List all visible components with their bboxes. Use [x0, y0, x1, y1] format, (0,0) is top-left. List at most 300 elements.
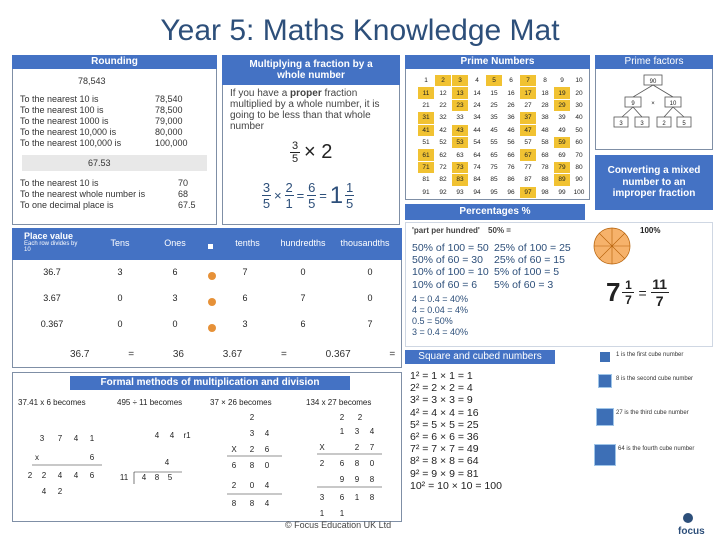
number-cell: 10	[571, 75, 588, 87]
number-cell: 55	[486, 136, 503, 148]
prime-factors-header: Prime factors	[595, 55, 713, 69]
number-cell: 100	[571, 186, 588, 198]
svg-text:9: 9	[339, 475, 345, 484]
svg-text:2: 2	[41, 471, 47, 480]
rounding-lines-2	[20, 178, 145, 211]
focus-logo	[676, 510, 716, 536]
pv-cell: 7	[367, 319, 373, 329]
percent-line: 25% of 60 = 15	[494, 254, 565, 267]
number-cell: 48	[537, 124, 554, 136]
number-cell: 95	[486, 186, 503, 198]
method-title: 134 x 27 becomes	[306, 398, 372, 407]
prime-cell: 83	[452, 174, 469, 186]
decimal-point-icon	[208, 298, 216, 306]
number-cell: 20	[571, 87, 588, 99]
pv-cell: 0	[367, 293, 373, 303]
cube-note: 1 is the first cube number	[616, 352, 684, 358]
square-line: 9² = 9 × 9 = 81	[410, 467, 479, 480]
pv-number: 36.7	[43, 267, 61, 277]
number-cell: 90	[571, 174, 588, 186]
square-line: 8² = 8 × 8 = 64	[410, 455, 479, 468]
number-cell: 86	[503, 174, 520, 186]
svg-text:X: X	[319, 443, 325, 452]
svg-text:6: 6	[89, 471, 95, 480]
decimal-point-icon	[208, 324, 216, 332]
number-cell: 74	[469, 161, 486, 173]
rounding-value: 67.5	[178, 200, 196, 210]
percent-line: 10% of 100 = 10	[412, 266, 489, 279]
number-cell: 21	[418, 99, 435, 111]
prime-cell: 97	[520, 186, 537, 198]
method-working	[12, 410, 402, 520]
tree-label: 3	[640, 121, 644, 127]
mixed-den: 7	[625, 293, 632, 307]
number-cell: 81	[418, 174, 435, 186]
fraction-rule-bold: proper	[290, 88, 322, 99]
rounding-line: To the nearest 10 is	[20, 178, 99, 188]
cube-note: 64 is the fourth cube number	[618, 446, 695, 452]
svg-text:4: 4	[41, 487, 47, 496]
prime-cell: 19	[554, 87, 571, 99]
prime-cell: 73	[452, 161, 469, 173]
place-value-label: Place value	[24, 231, 74, 241]
svg-text:2: 2	[249, 413, 255, 422]
number-cell: 75	[486, 161, 503, 173]
svg-text:2: 2	[319, 459, 325, 468]
svg-text:5: 5	[167, 473, 173, 482]
number-cell: 57	[520, 136, 537, 148]
primes-header: Prime Numbers	[405, 55, 590, 69]
number-cell: 64	[469, 149, 486, 161]
tree-label: 3	[619, 121, 623, 127]
tree-label: 9	[631, 101, 635, 107]
svg-text:6: 6	[339, 493, 345, 502]
pv-cell: 6	[172, 267, 178, 277]
number-cell: 39	[554, 112, 571, 124]
hundred-square	[417, 74, 588, 199]
number-cell: 9	[554, 75, 571, 87]
number-cell: 44	[469, 124, 486, 136]
cube-8-icon	[598, 374, 612, 388]
percent-lines-a	[412, 242, 489, 291]
number-cell: 72	[435, 161, 452, 173]
number-cell: 51	[418, 136, 435, 148]
mixed-conversion: 7 1 7 = 11 7	[606, 276, 668, 309]
factor-tree	[598, 73, 708, 145]
rounding-line: To one decimal place is	[20, 200, 114, 210]
svg-text:3: 3	[319, 493, 325, 502]
prime-cell: 2	[435, 75, 452, 87]
percent-line: 10% of 60 = 6	[412, 278, 478, 291]
rounding-value: 79,000	[155, 116, 183, 126]
rounding-value: 80,000	[155, 127, 183, 137]
pv-cell: 3	[117, 267, 123, 277]
svg-text:7: 7	[57, 434, 63, 443]
svg-text:r1: r1	[183, 431, 191, 440]
eq-equals-2: =	[319, 188, 327, 203]
svg-text:3: 3	[39, 434, 45, 443]
place-value-title	[24, 231, 82, 253]
svg-text:7: 7	[369, 443, 375, 452]
svg-text:4: 4	[264, 499, 270, 508]
mixed-whole: 7	[606, 277, 621, 307]
svg-text:4: 4	[164, 458, 170, 467]
decimal-point-icon	[208, 272, 216, 280]
eq-den-a: 5	[262, 196, 271, 211]
number-cell: 88	[537, 174, 554, 186]
improper-den: 7	[655, 293, 664, 309]
rounding-line: To the nearest 1000 is	[20, 116, 109, 126]
pv-cell: 7	[300, 293, 306, 303]
number-cell: 12	[435, 87, 452, 99]
percent-fifty: 50% =	[488, 226, 511, 235]
prime-cell: 13	[452, 87, 469, 99]
svg-text:6: 6	[89, 453, 95, 462]
svg-text:1: 1	[339, 427, 345, 436]
rounding-values-2	[178, 178, 196, 211]
number-cell: 26	[503, 99, 520, 111]
fraction-equation	[262, 180, 354, 211]
prime-cell: 67	[520, 149, 537, 161]
number-cell: 46	[503, 124, 520, 136]
number-cell: 35	[486, 112, 503, 124]
eq-num-c: 6	[308, 180, 316, 195]
fdp-line: 0.5 = 50%	[412, 316, 453, 326]
place-value-sub: Each row divides by 10	[24, 241, 78, 253]
number-cell: 49	[554, 124, 571, 136]
square-line: 6² = 6 × 6 = 36	[410, 431, 479, 444]
svg-text:4: 4	[264, 429, 270, 438]
tree-label: 5	[682, 121, 686, 127]
svg-text:focus: focus	[678, 526, 705, 536]
number-cell: 1	[418, 75, 435, 87]
percent-line: 5% of 60 = 3	[494, 278, 554, 291]
rounding-value: 78,500	[155, 105, 183, 115]
col-thousandths: thousandths	[340, 238, 390, 248]
fraction-example-times: × 2	[304, 141, 333, 163]
pv-cell: 0	[300, 267, 306, 277]
rounding-value: 70	[178, 178, 189, 188]
number-cell: 94	[469, 186, 486, 198]
prime-cell: 11	[418, 87, 435, 99]
number-cell: 78	[537, 161, 554, 173]
pv-cell: 3	[242, 319, 248, 329]
svg-text:0: 0	[264, 461, 270, 470]
pv-equation: 36.7 = 36 3.67 = 0.367 =	[70, 349, 396, 360]
number-cell: 54	[469, 136, 486, 148]
number-cell: 92	[435, 186, 452, 198]
rounding-number-2: 67.53	[88, 158, 111, 168]
prime-cell: 37	[520, 112, 537, 124]
square-line: 2² = 2 × 2 = 4	[410, 382, 473, 395]
pv-cell: 0	[117, 293, 123, 303]
rounding-divider	[22, 155, 207, 171]
prime-cell: 53	[452, 136, 469, 148]
eq-den-d: 5	[346, 196, 354, 211]
pv-cell: 0	[172, 319, 178, 329]
prime-cell: 89	[554, 174, 571, 186]
rounding-line: To the nearest 100,000 is	[20, 138, 122, 148]
prime-cell: 7	[520, 75, 537, 87]
number-cell: 85	[486, 174, 503, 186]
svg-text:x: x	[35, 453, 39, 462]
eq-times: ×	[274, 188, 282, 203]
svg-text:6: 6	[231, 461, 237, 470]
logo-icon	[676, 510, 716, 536]
method-title: 495 ÷ 11 becomes	[117, 398, 183, 407]
number-cell: 4	[469, 75, 486, 87]
pv-row-3	[12, 314, 402, 336]
svg-text:2: 2	[357, 413, 363, 422]
pv-cell: 3	[172, 293, 178, 303]
footer-copyright: © Focus Education UK Ltd	[285, 520, 392, 530]
svg-text:2: 2	[354, 443, 360, 452]
number-cell: 99	[554, 186, 571, 198]
fraction-rule	[230, 88, 390, 132]
number-cell: 66	[503, 149, 520, 161]
percent-line: 5% of 100 = 5	[494, 266, 560, 279]
rounding-line: To the nearest 10,000 is	[20, 127, 117, 137]
square-line: 4² = 4 × 4 = 16	[410, 406, 479, 419]
number-cell: 58	[537, 136, 554, 148]
number-cell: 68	[537, 149, 554, 161]
number-cell: 96	[503, 186, 520, 198]
decimal-point-icon	[208, 244, 213, 249]
svg-text:8: 8	[249, 461, 255, 470]
svg-text:4: 4	[73, 434, 79, 443]
number-cell: 60	[571, 136, 588, 148]
pv-cell: 7	[242, 267, 248, 277]
eq-num-a: 3	[262, 180, 271, 195]
prime-cell: 29	[554, 99, 571, 111]
col-hundredths: hundredths	[280, 238, 326, 248]
svg-text:1: 1	[339, 509, 345, 518]
number-cell: 56	[503, 136, 520, 148]
col-ones: Ones	[164, 238, 186, 248]
prime-cell: 59	[554, 136, 571, 148]
svg-text:0: 0	[249, 481, 255, 490]
svg-text:8: 8	[354, 459, 360, 468]
number-cell: 8	[537, 75, 554, 87]
svg-text:2: 2	[339, 413, 345, 422]
number-cell: 6	[503, 75, 520, 87]
number-cell: 77	[520, 161, 537, 173]
square-line: 1² = 1 × 1 = 1	[410, 370, 473, 382]
number-cell: 82	[435, 174, 452, 186]
number-cell: 52	[435, 136, 452, 148]
number-cell: 18	[537, 87, 554, 99]
svg-text:3: 3	[354, 427, 360, 436]
square-line: 10² = 10 × 10 = 100	[410, 479, 502, 492]
tree-label: 2	[662, 121, 666, 127]
svg-text:1: 1	[354, 493, 360, 502]
svg-text:6: 6	[264, 445, 270, 454]
pv-cell: 6	[242, 293, 248, 303]
svg-text:0: 0	[369, 459, 375, 468]
rounding-lines-1	[20, 94, 121, 149]
pv-number: 0.367	[40, 319, 64, 329]
rounding-number-1: 78,543	[78, 76, 106, 86]
number-cell: 34	[469, 112, 486, 124]
rounding-value: 68	[178, 189, 189, 199]
prime-cell: 47	[520, 124, 537, 136]
pv-row-2	[12, 288, 402, 310]
cube-64-icon	[594, 444, 616, 466]
prime-cell: 17	[520, 87, 537, 99]
number-cell: 32	[435, 112, 452, 124]
prime-cell: 31	[418, 112, 435, 124]
prime-cell: 41	[418, 124, 435, 136]
number-cell: 30	[571, 99, 588, 111]
percent-hundred: 100%	[640, 226, 661, 235]
number-cell: 70	[571, 149, 588, 161]
fdp-line: 4 = 0.4 = 40%	[412, 294, 469, 304]
square-line: 7² = 7 × 7 = 49	[410, 443, 479, 456]
squares-header: Square and cubed numbers	[405, 350, 555, 364]
page-title: Year 5: Maths Knowledge Mat	[160, 14, 560, 47]
svg-text:4: 4	[369, 427, 375, 436]
percent-line: 50% of 100 = 50	[412, 242, 489, 254]
prime-cell: 79	[554, 161, 571, 173]
pv-number: 3.67	[43, 293, 61, 303]
improper-num: 11	[652, 276, 668, 292]
number-cell: 42	[435, 124, 452, 136]
percent-line: 50% of 60 = 30	[412, 254, 483, 267]
number-cell: 69	[554, 149, 571, 161]
number-cell: 14	[469, 87, 486, 99]
number-cell: 62	[435, 149, 452, 161]
rounding-values-1	[155, 94, 188, 149]
svg-text:2: 2	[249, 445, 255, 454]
mixed-header: Converting a mixed number to an improper fraction	[595, 155, 713, 210]
squares-list	[410, 370, 502, 492]
fraction-example-numerator: 3	[291, 140, 299, 152]
fraction-header: Multiplying a fraction by a whole number	[222, 55, 400, 85]
percent-line: 25% of 100 = 25	[494, 242, 571, 254]
fraction-rule-post: fraction multiplied by a whole number, it is going to be less than that whole number	[230, 88, 380, 132]
eq-num-b: 2	[285, 180, 293, 195]
prime-cell: 71	[418, 161, 435, 173]
fraction-example-denominator: 5	[291, 153, 299, 165]
pv-cell: 0	[117, 319, 123, 329]
methods-header: Formal methods of multiplication and division	[70, 376, 350, 390]
col-tenths: tenths	[235, 238, 260, 248]
svg-text:1: 1	[89, 434, 95, 443]
svg-text:6: 6	[339, 459, 345, 468]
number-cell: 80	[571, 161, 588, 173]
tree-label: ×	[651, 101, 655, 107]
method-title: 37.41 x 6 becomes	[18, 398, 86, 407]
method-title: 37 × 26 becomes	[210, 398, 272, 407]
svg-text:4: 4	[141, 473, 147, 482]
cube-note: 8 is the second cube number	[616, 376, 694, 382]
fdp-line: 4 = 0.04 = 4%	[412, 305, 469, 315]
svg-text:8: 8	[369, 475, 375, 484]
svg-text:4: 4	[154, 431, 160, 440]
svg-text:X: X	[231, 445, 237, 454]
percent-intro	[412, 226, 511, 235]
col-tens: Tens	[110, 238, 130, 248]
tree-label: 10	[669, 101, 677, 107]
cube-1-icon	[600, 352, 610, 362]
svg-text:2: 2	[27, 471, 33, 480]
number-cell: 76	[503, 161, 520, 173]
pv-row-1	[12, 262, 402, 284]
prime-cell: 61	[418, 149, 435, 161]
prime-cell: 5	[486, 75, 503, 87]
number-cell: 24	[469, 99, 486, 111]
number-cell: 28	[537, 99, 554, 111]
eq-num-d: 1	[346, 180, 354, 195]
rounding-value: 78,540	[155, 94, 183, 104]
eq-whole: 1	[329, 181, 344, 209]
pv-cell: 6	[300, 319, 306, 329]
number-cell: 27	[520, 99, 537, 111]
number-cell: 22	[435, 99, 452, 111]
svg-text:1: 1	[319, 509, 325, 518]
prime-cell: 23	[452, 99, 469, 111]
svg-text:4: 4	[169, 431, 175, 440]
eq-den-c: 5	[308, 196, 316, 211]
percentages-header: Percentages %	[405, 204, 585, 220]
number-cell: 40	[571, 112, 588, 124]
cube-27-icon	[596, 408, 614, 426]
number-cell: 98	[537, 186, 554, 198]
prime-cell: 3	[452, 75, 469, 87]
svg-text:8: 8	[231, 499, 237, 508]
number-cell: 50	[571, 124, 588, 136]
number-cell: 25	[486, 99, 503, 111]
square-line: 3² = 3 × 3 = 9	[410, 394, 473, 407]
number-cell: 33	[452, 112, 469, 124]
fdp-line: 3 = 0.4 = 40%	[412, 327, 469, 337]
svg-text:3: 3	[249, 429, 255, 438]
mixed-num: 1	[625, 278, 632, 292]
svg-text:9: 9	[354, 475, 360, 484]
fraction-rule-pre: If you have a	[230, 88, 291, 99]
square-line: 5² = 5 × 5 = 25	[410, 418, 479, 431]
svg-text:8: 8	[249, 499, 255, 508]
percentage-pie	[592, 226, 632, 266]
rounding-line: To the nearest 10 is	[20, 94, 99, 104]
number-cell: 16	[503, 87, 520, 99]
svg-text:4: 4	[264, 481, 270, 490]
fraction-decimal-lines	[412, 294, 468, 338]
rounding-line: To the nearest whole number is	[20, 189, 146, 199]
rounding-value: 100,000	[155, 138, 188, 148]
svg-text:8: 8	[154, 473, 160, 482]
eq-equals-1: =	[296, 188, 305, 203]
cube-note: 27 is the third cube number	[616, 410, 689, 416]
number-cell: 38	[537, 112, 554, 124]
svg-text:4: 4	[73, 471, 79, 480]
rounding-line: To the nearest 100 is	[20, 105, 104, 115]
number-cell: 87	[520, 174, 537, 186]
pv-cell: 0	[367, 267, 373, 277]
percent-lines-b	[494, 242, 571, 291]
svg-text:11: 11	[119, 473, 129, 482]
number-cell: 65	[486, 149, 503, 161]
rounding-header: Rounding	[12, 55, 217, 69]
number-cell: 84	[469, 174, 486, 186]
eq-den-b: 1	[285, 196, 293, 211]
svg-text:2: 2	[57, 487, 63, 496]
number-cell: 93	[452, 186, 469, 198]
percent-intro-text: 'part per hundred'	[412, 226, 480, 235]
prime-cell: 43	[452, 124, 469, 136]
number-cell: 91	[418, 186, 435, 198]
number-cell: 36	[503, 112, 520, 124]
